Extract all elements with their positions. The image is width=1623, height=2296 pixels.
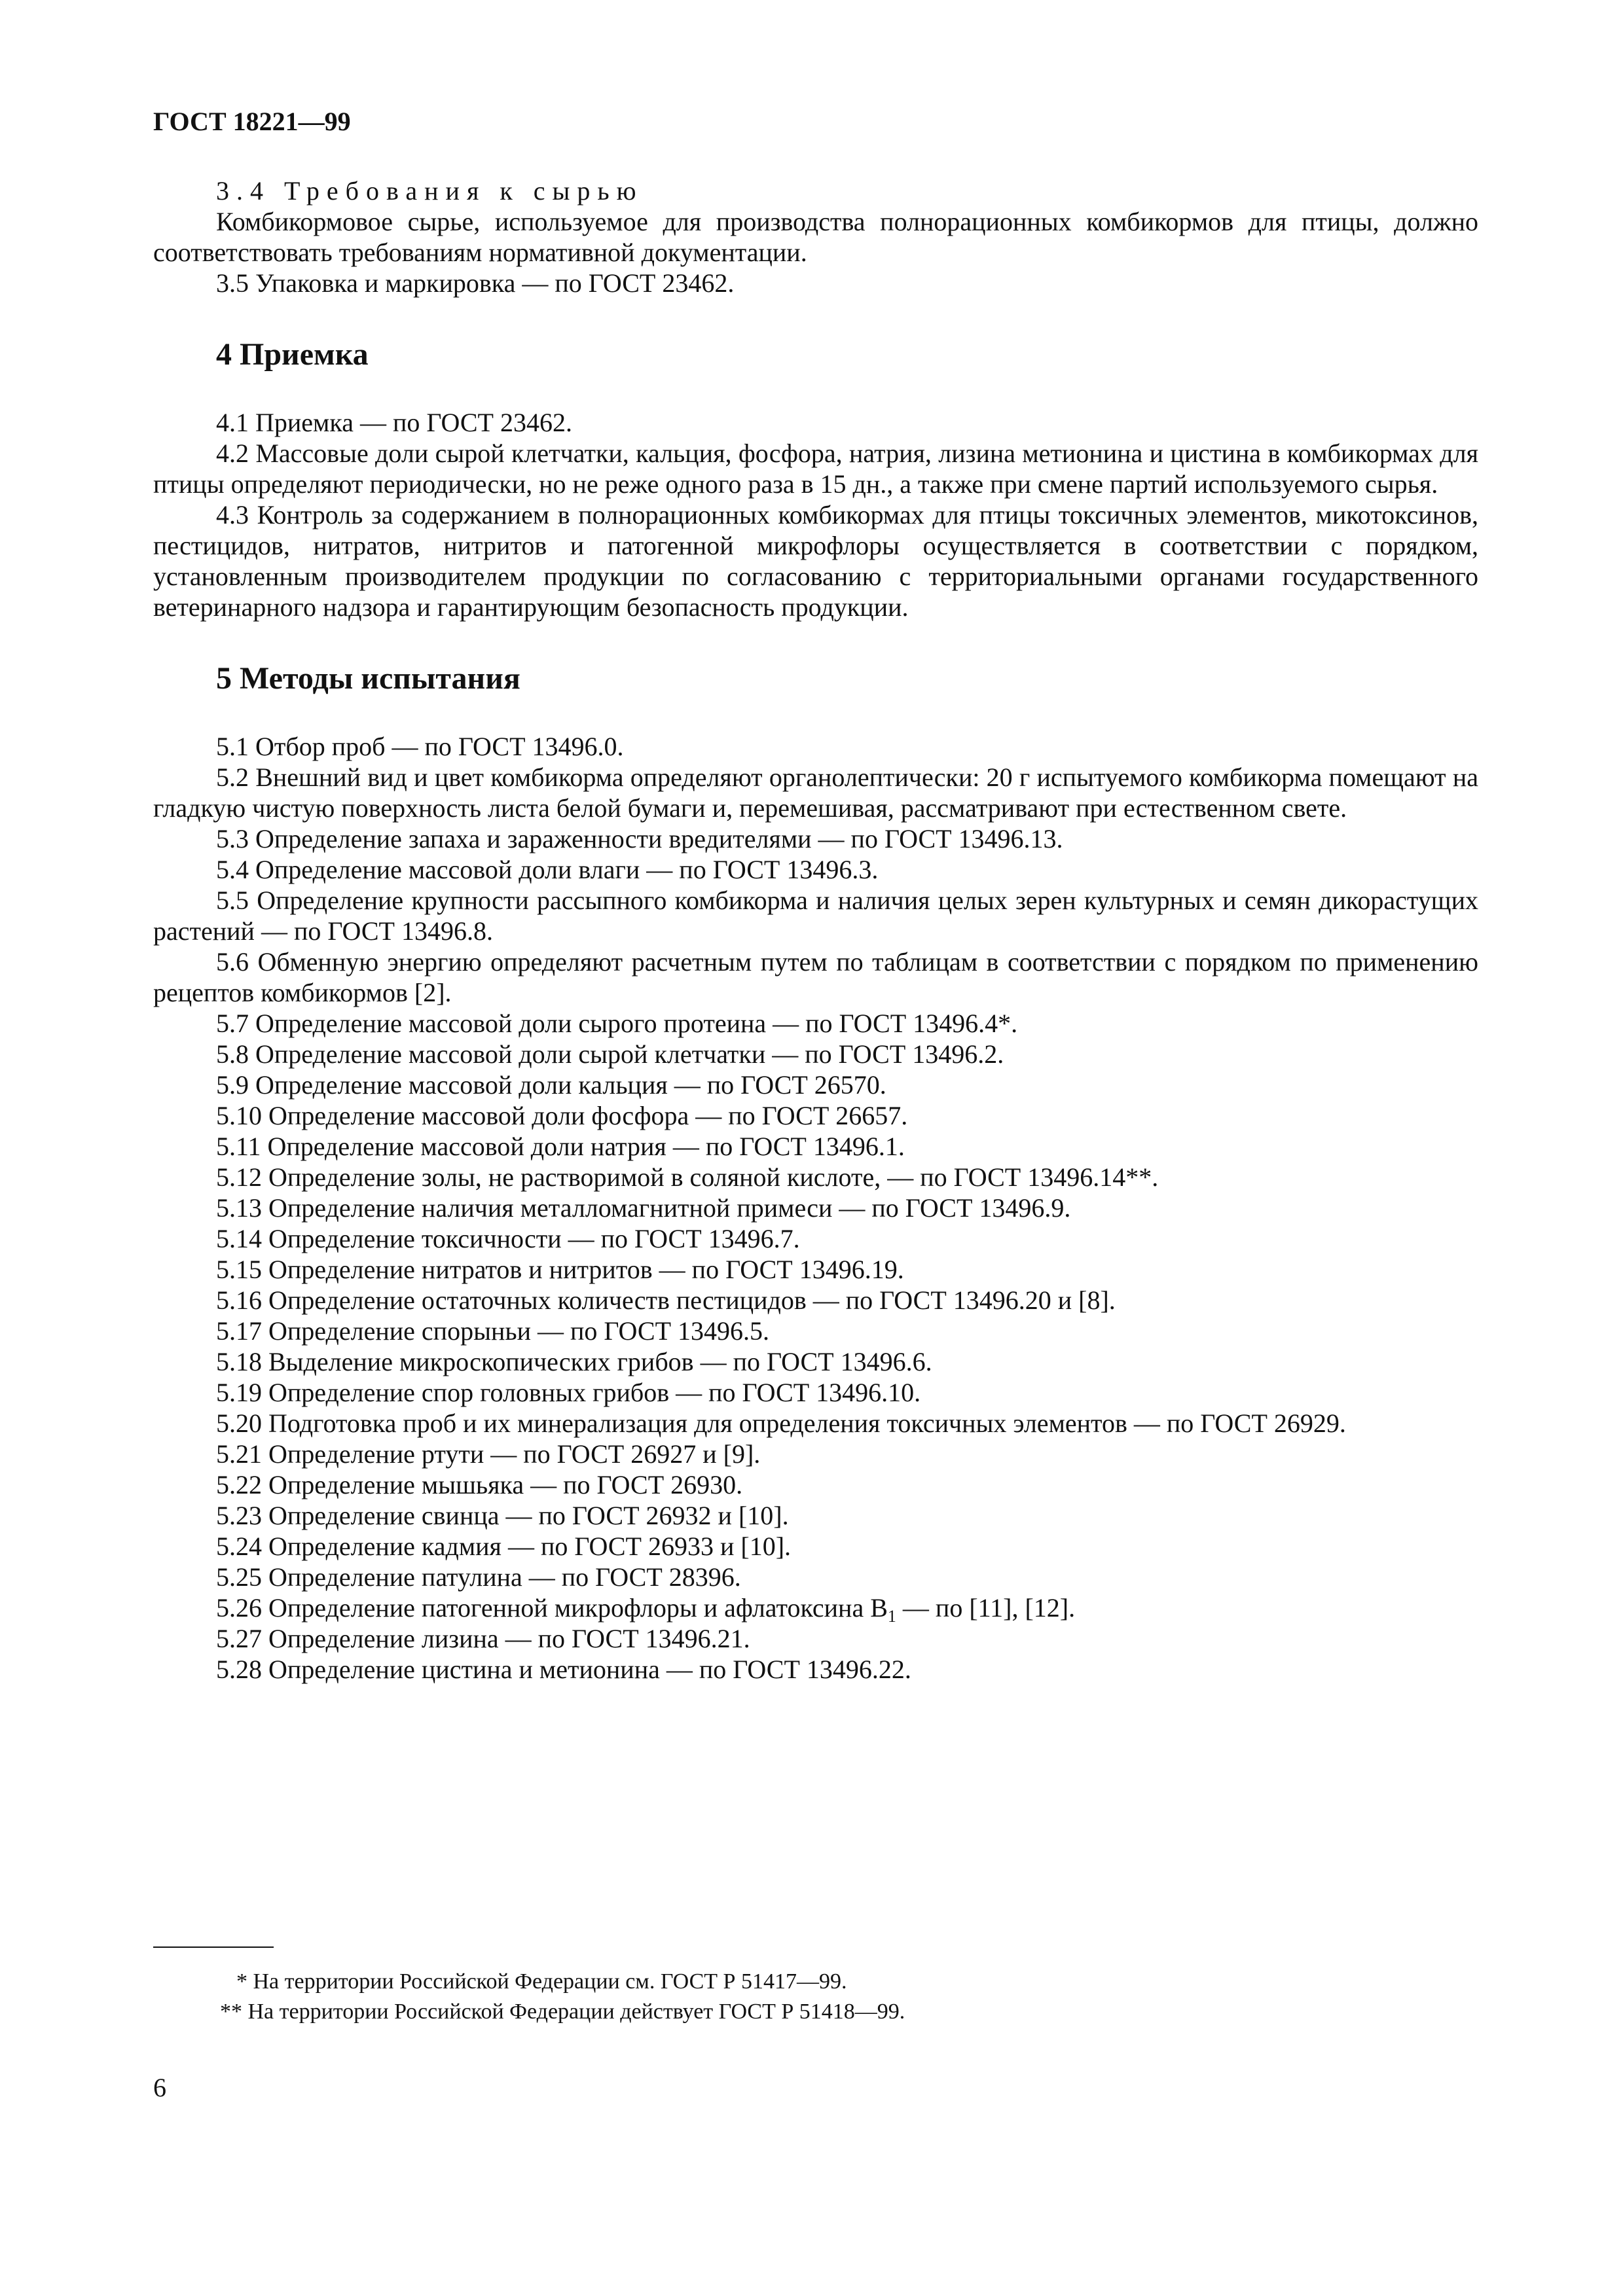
clause-5-2: 5.2 Внешний вид и цвет комбикорма определяют органолептически: 20 г испытуемого комбикорма помещают на гладкую чистую поверхность листа белой бумаги и, перемешивая, рассматривают при естественном свете.	[153, 762, 1478, 823]
clause-4-3: 4.3 Контроль за содержанием в полнорационных комбикормах для птицы токсичных элементов, микотоксинов, пестицидов, нитратов, нитритов и патогенной микрофлоры осуществляется в соответствии с порядком, установленным производителем продукции по согласованию с территориальными органами государственного ветеринарного надзора и гарантирующим безопасность продукции.	[153, 500, 1478, 622]
page-number: 6	[153, 2073, 166, 2102]
clause-5-28: 5.28 Определение цистина и метионина — по ГОСТ 13496.22.	[216, 1655, 911, 1684]
clause-4-2: 4.2 Массовые доли сырой клетчатки, кальция, фосфора, натрия, лизина метионина и цистина в комбикормах для птицы определяют периодически, но не реже одного раза в 15 дн., а также при смене партий используемого сырья.	[153, 439, 1478, 499]
clause-5-4: 5.4 Определение массовой доли влаги — по ГОСТ 13496.3.	[216, 855, 879, 884]
clause-5-8: 5.8 Определение массовой доли сырой клетчатки — по ГОСТ 13496.2.	[216, 1039, 1004, 1069]
clause-3-4-title: 3.4 Требования к сырью	[216, 176, 644, 206]
clause-5-5: 5.5 Определение крупности рассыпного комбикорма и наличия целых зерен культурных и семян дикорастущих растений — по ГОСТ 13496.8.	[153, 886, 1478, 946]
clause-5-26-subscript: 1	[887, 1607, 896, 1626]
clause-5-24: 5.24 Определение кадмия — по ГОСТ 26933 и [10].	[216, 1532, 792, 1561]
clause-3-4-text: Комбикормовое сырье, используемое для производства полнорационных комбикормов для птицы, должно соответствовать требованиям нормативной документации.	[153, 207, 1478, 267]
clause-5-19: 5.19 Определение спор головных грибов — по ГОСТ 13496.10.	[216, 1378, 921, 1407]
clause-4-1: 4.1 Приемка — по ГОСТ 23462.	[216, 408, 572, 437]
clause-5-25: 5.25 Определение патулина — по ГОСТ 28396.	[216, 1562, 741, 1592]
clause-5-26-text: 5.26 Определение патогенной микрофлоры и афлатоксина В	[216, 1593, 888, 1623]
clause-5-14: 5.14 Определение токсичности — по ГОСТ 13496.7.	[216, 1224, 800, 1253]
section-4-heading: 4 Приемка	[216, 337, 369, 372]
clause-5-18: 5.18 Выделение микроскопических грибов — по ГОСТ 13496.6.	[216, 1347, 932, 1376]
clause-5-16: 5.16 Определение остаточных количеств пестицидов — по ГОСТ 13496.20 и [8].	[216, 1285, 1116, 1315]
clause-5-26-refs: — по [11], [12].	[896, 1593, 1076, 1623]
clause-5-7: 5.7 Определение массовой доли сырого протеина — по ГОСТ 13496.4*.	[216, 1009, 1018, 1038]
footnote-1: * На территории Российской Федерации см. ГОСТ Р 51417—99.	[236, 1969, 847, 1994]
clause-5-15: 5.15 Определение нитратов и нитритов — по ГОСТ 13496.19.	[216, 1255, 904, 1284]
document-body	[153, 175, 1478, 1685]
clause-5-6: 5.6 Обменную энергию определяют расчетным путем по таблицам в соответствии с порядком по применению рецептов комбикормов [2].	[153, 947, 1478, 1007]
footnote-separator	[153, 1946, 274, 1948]
clause-5-17: 5.17 Определение спорыньи — по ГОСТ 13496.5.	[216, 1316, 770, 1346]
clause-5-10: 5.10 Определение массовой доли фосфора — по ГОСТ 26657.	[216, 1101, 908, 1130]
clause-5-23: 5.23 Определение свинца — по ГОСТ 26932 и [10].	[216, 1501, 789, 1530]
clause-5-11: 5.11 Определение массовой доли натрия — по ГОСТ 13496.1.	[216, 1132, 905, 1161]
document-code: ГОСТ 18221—99	[153, 107, 351, 136]
clause-5-1: 5.1 Отбор проб — по ГОСТ 13496.0.	[216, 732, 624, 761]
clause-5-13: 5.13 Определение наличия металломагнитной примеси — по ГОСТ 13496.9.	[216, 1193, 1071, 1223]
clause-5-27: 5.27 Определение лизина — по ГОСТ 13496.21.	[216, 1624, 750, 1653]
clause-5-26	[153, 1592, 1478, 1626]
section-5-heading: 5 Методы испытания	[216, 661, 520, 696]
clause-5-3: 5.3 Определение запаха и зараженности вредителями — по ГОСТ 13496.13.	[216, 824, 1063, 853]
clause-5-12: 5.12 Определение золы, не растворимой в соляной кислоте, — по ГОСТ 13496.14**.	[216, 1162, 1159, 1192]
clause-5-20: 5.20 Подготовка проб и их минерализация для определения токсичных элементов — по ГОСТ 26929.	[216, 1408, 1346, 1438]
clause-5-21: 5.21 Определение ртути — по ГОСТ 26927 и [9].	[216, 1439, 761, 1469]
clause-3-5: 3.5 Упаковка и маркировка — по ГОСТ 23462.	[216, 268, 735, 298]
clause-5-9: 5.9 Определение массовой доли кальция — по ГОСТ 26570.	[216, 1070, 886, 1100]
footnote-2: ** На территории Российской Федерации действует ГОСТ Р 51418—99.	[220, 2000, 905, 2024]
clause-5-22: 5.22 Определение мышьяка — по ГОСТ 26930.	[216, 1470, 743, 1499]
